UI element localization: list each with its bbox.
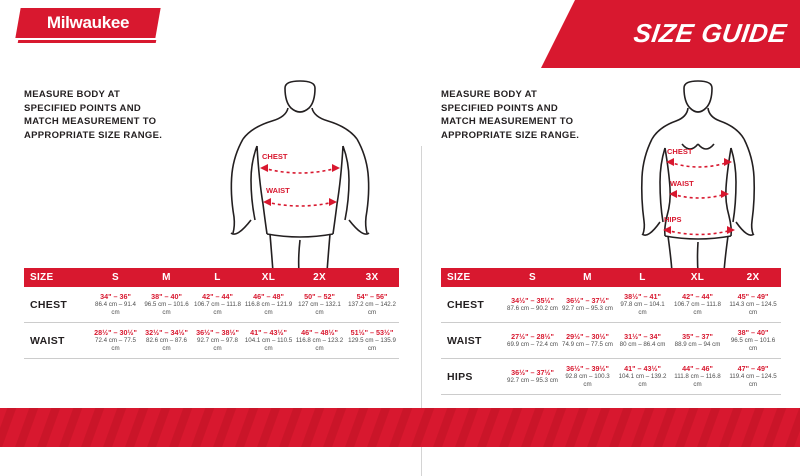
col-3x: 3X bbox=[345, 268, 399, 287]
table-row bbox=[441, 359, 781, 395]
cell-inches: 36½" – 38½" bbox=[196, 328, 239, 337]
cell-cm: 88.9 cm – 94 cm bbox=[674, 341, 721, 348]
label-waist: WAIST bbox=[266, 186, 290, 195]
page-title: SIZE GUIDE bbox=[631, 18, 789, 48]
cell-hips-2x bbox=[725, 359, 781, 395]
womens-instructions: MEASURE BODY AT SPECIFIED POINTS AND MATCH MEASUREMENT TO APPROPRIATE SIZE RANGE. bbox=[441, 89, 580, 141]
cell-inches: 51½" – 53½" bbox=[350, 328, 394, 337]
cell-chest-xl bbox=[243, 287, 294, 323]
cell-hips-xl bbox=[670, 359, 725, 395]
table-header-row bbox=[24, 268, 399, 287]
page-footer bbox=[0, 408, 800, 447]
cell-cm: 127 cm – 132.1 cm bbox=[298, 301, 341, 316]
cell-inches: 44" – 46" bbox=[682, 364, 713, 373]
cell-inches: 42" – 44" bbox=[682, 292, 713, 301]
cell-cm: 92.7 cm – 95.3 cm bbox=[562, 305, 613, 312]
male-torso-diagram bbox=[200, 80, 400, 275]
row-label-waist: WAIST bbox=[24, 323, 90, 359]
cell-inches: 34" – 36" bbox=[100, 292, 131, 301]
cell-inches: 54" – 56" bbox=[356, 292, 388, 301]
cell-inches: 27½" – 28½" bbox=[511, 332, 554, 341]
row-label-chest: CHEST bbox=[24, 287, 90, 323]
cell-inches: 38½" – 41" bbox=[624, 292, 661, 301]
cell-waist-m bbox=[141, 323, 192, 359]
col-s: S bbox=[505, 268, 560, 287]
cell-inches: 36½" – 39½" bbox=[566, 364, 609, 373]
cell-chest-l bbox=[615, 287, 670, 323]
cell-cm: 114.3 cm – 124.5 cm bbox=[729, 301, 777, 316]
row-label-waist: WAIST bbox=[441, 323, 505, 359]
female-torso-diagram bbox=[606, 80, 791, 275]
cell-cm: 92.7 cm – 95.3 cm bbox=[507, 377, 558, 384]
cell-cm: 137.2 cm – 142.2 cm bbox=[348, 301, 396, 316]
cell-cm: 97.8 cm – 104.1 cm bbox=[620, 301, 665, 316]
cell-inches: 42" – 44" bbox=[202, 292, 233, 301]
cell-inches: 35" – 37" bbox=[682, 332, 713, 341]
milwaukee-logo bbox=[15, 8, 160, 38]
cell-inches: 36½" – 37½" bbox=[511, 368, 554, 377]
cell-cm: 104.1 cm – 110.5 cm bbox=[244, 337, 293, 352]
cell-inches: 50" – 52" bbox=[304, 292, 335, 301]
col-2x: 2X bbox=[725, 268, 781, 287]
milwaukee-logo-text: Milwaukee bbox=[46, 13, 130, 32]
table-header-row bbox=[441, 268, 781, 287]
cell-inches: 31½" – 34" bbox=[624, 332, 661, 341]
col-l: L bbox=[615, 268, 670, 287]
cell-chest-l bbox=[192, 287, 243, 323]
col-size: SIZE bbox=[24, 268, 90, 287]
cell-inches: 41" – 43½" bbox=[624, 364, 661, 373]
logo-underline bbox=[18, 40, 157, 43]
cell-inches: 32½" – 34½" bbox=[145, 328, 188, 337]
footer-stripe-pattern bbox=[0, 408, 800, 447]
mens-size-panel bbox=[0, 68, 421, 408]
col-xl: XL bbox=[670, 268, 725, 287]
col-2x: 2X bbox=[294, 268, 345, 287]
col-l: L bbox=[192, 268, 243, 287]
table-row bbox=[24, 323, 399, 359]
cell-cm: 106.7 cm – 111.8 cm bbox=[194, 301, 241, 316]
cell-chest-m bbox=[141, 287, 192, 323]
cell-chest-xl bbox=[670, 287, 725, 323]
cell-inches: 38" – 40" bbox=[737, 328, 769, 337]
cell-cm: 72.4 cm – 77.5 cm bbox=[95, 337, 136, 352]
cell-inches: 41" – 43½" bbox=[250, 328, 287, 337]
cell-cm: 116.8 cm – 123.2 cm bbox=[295, 337, 344, 352]
cell-hips-m bbox=[560, 359, 615, 395]
cell-waist-s bbox=[90, 323, 141, 359]
label-chest: CHEST bbox=[667, 147, 693, 156]
cell-waist-l bbox=[615, 323, 670, 359]
cell-chest-2x bbox=[725, 287, 781, 323]
cell-waist-s bbox=[505, 323, 560, 359]
page-content bbox=[0, 68, 800, 408]
cell-waist-xl bbox=[243, 323, 294, 359]
cell-waist-2x bbox=[725, 323, 781, 359]
cell-cm: 92.7 cm – 97.8 cm bbox=[197, 337, 238, 352]
cell-inches: 36½" – 37½" bbox=[566, 296, 609, 305]
cell-cm: 82.6 cm – 87.6 cm bbox=[146, 337, 187, 352]
cell-cm: 92.8 cm – 100.3 cm bbox=[565, 373, 610, 388]
cell-inches: 29½" – 30½" bbox=[566, 332, 609, 341]
cell-cm: 104.1 cm – 139.2 cm bbox=[618, 373, 667, 388]
col-m: M bbox=[560, 268, 615, 287]
cell-hips-s bbox=[505, 359, 560, 395]
mens-size-table bbox=[24, 268, 399, 359]
cell-cm: 116.8 cm – 121.9 cm bbox=[244, 301, 293, 316]
cell-cm: 86.4 cm – 91.4 cm bbox=[95, 301, 136, 316]
table-row bbox=[441, 287, 781, 323]
cell-waist-xl bbox=[670, 323, 725, 359]
cell-chest-s bbox=[505, 287, 560, 323]
col-s: S bbox=[90, 268, 141, 287]
table-row bbox=[441, 323, 781, 359]
cell-chest-2x bbox=[294, 287, 345, 323]
womens-size-table bbox=[441, 268, 781, 395]
cell-cm: 87.6 cm – 90.2 cm bbox=[507, 305, 558, 312]
label-waist: WAIST bbox=[670, 179, 694, 188]
cell-cm: 129.5 cm – 135.9 cm bbox=[348, 337, 396, 352]
cell-inches: 38" – 40" bbox=[151, 292, 182, 301]
cell-cm: 106.7 cm – 111.8 cm bbox=[674, 301, 721, 316]
row-label-hips: HIPS bbox=[441, 359, 505, 395]
cell-cm: 119.4 cm – 124.5 cm bbox=[729, 373, 777, 388]
cell-inches: 47" – 49" bbox=[737, 364, 769, 373]
row-label-chest: CHEST bbox=[441, 287, 505, 323]
cell-cm: 80 cm – 86.4 cm bbox=[619, 341, 666, 348]
cell-cm: 96.5 cm – 101.6 cm bbox=[144, 301, 189, 316]
cell-inches: 46" – 48" bbox=[253, 292, 284, 301]
cell-waist-3x bbox=[345, 323, 399, 359]
cell-waist-m bbox=[560, 323, 615, 359]
womens-size-panel bbox=[421, 68, 800, 408]
col-xl: XL bbox=[243, 268, 294, 287]
cell-waist-2x bbox=[294, 323, 345, 359]
page-header bbox=[0, 0, 800, 68]
cell-inches: 34½" – 35½" bbox=[511, 296, 554, 305]
cell-chest-s bbox=[90, 287, 141, 323]
label-hips: HIPS bbox=[664, 215, 682, 224]
col-m: M bbox=[141, 268, 192, 287]
cell-waist-l bbox=[192, 323, 243, 359]
cell-cm: 74.9 cm – 77.5 cm bbox=[562, 341, 613, 348]
cell-inches: 46" – 48½" bbox=[301, 328, 338, 337]
mens-instructions: MEASURE BODY AT SPECIFIED POINTS AND MATCH MEASUREMENT TO APPROPRIATE SIZE RANGE. bbox=[24, 89, 163, 141]
cell-cm: 111.8 cm – 116.8 cm bbox=[674, 373, 721, 388]
cell-hips-l bbox=[615, 359, 670, 395]
cell-inches: 45" – 49" bbox=[737, 292, 769, 301]
cell-inches: 28½" – 30½" bbox=[94, 328, 137, 337]
cell-chest-m bbox=[560, 287, 615, 323]
table-row bbox=[24, 287, 399, 323]
col-size: SIZE bbox=[441, 268, 505, 287]
cell-cm: 69.9 cm – 72.4 cm bbox=[507, 341, 558, 348]
cell-chest-3x bbox=[345, 287, 399, 323]
label-chest: CHEST bbox=[262, 152, 288, 161]
cell-cm: 96.5 cm – 101.6 cm bbox=[730, 337, 776, 352]
